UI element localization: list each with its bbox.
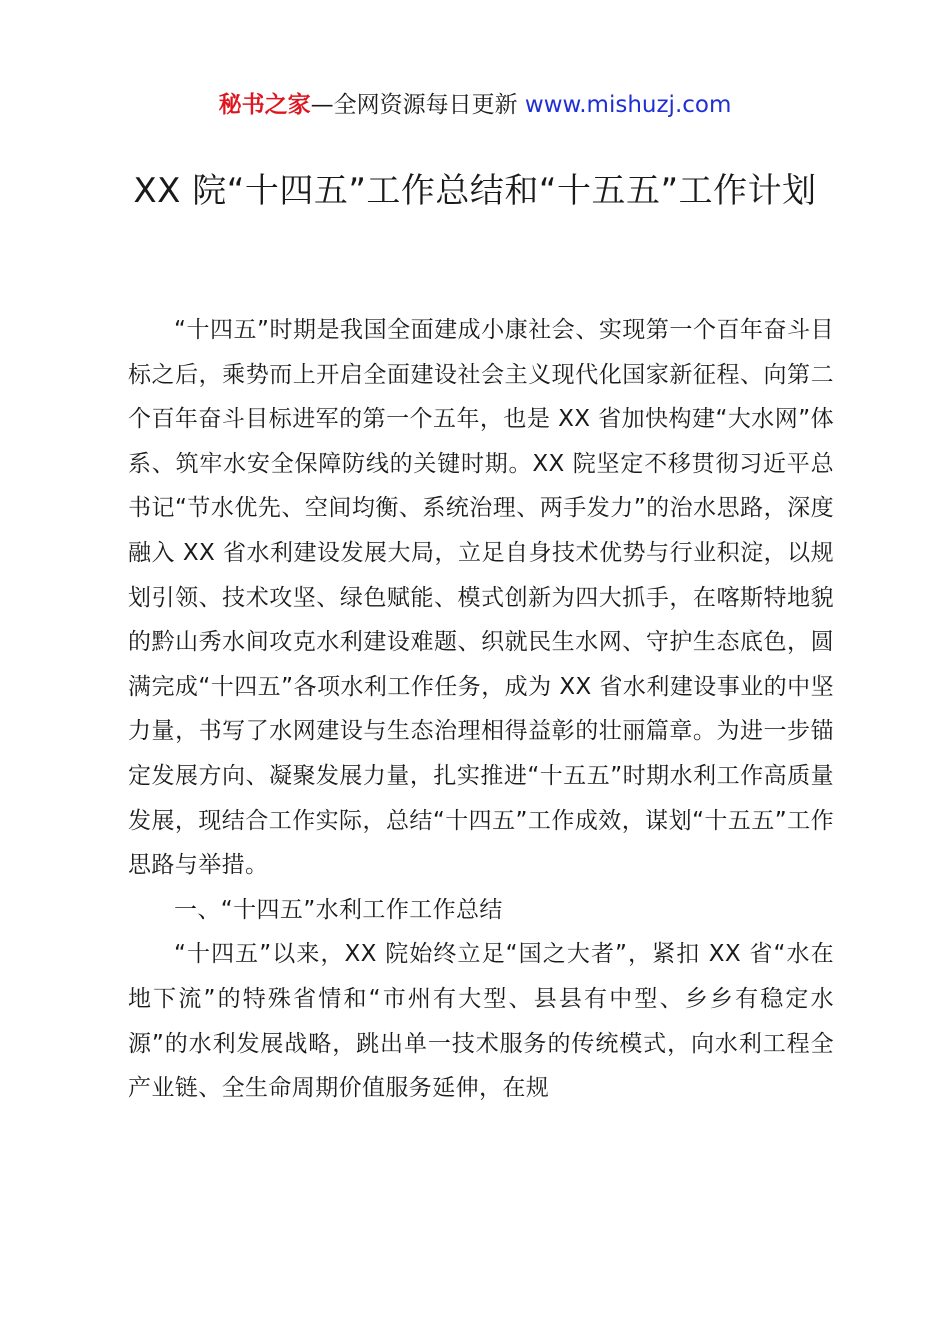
document-body <box>128 308 834 1111</box>
site-tagline: —全网资源每日更新 <box>310 92 525 118</box>
paragraph-intro: “十四五”时期是我国全面建成小康社会、实现第一个百年奋斗目标之后，乘势而上开启全面建设社会主义现代化国家新征程、向第二个百年奋斗目标进军的第一个五年，也是 XX 省加快构建“大水网”体系、筑牢水安全保障防线的关键时期。XX 院坚定不移贯彻习近平总书记“节水优先、空间均衡、系统治理、两手发力”的治水思路，深度融入 XX 省水利建设发展大局，立足自身技术优势与行业积淀，以规划引领、技术攻坚、绿色赋能、模式创新为四大抓手，在喀斯特地貌的黔山秀水间攻克水利建设难题、织就民生水网、守护生态底色，圆满完成“十四五”各项水利工作任务，成为 XX 省水利建设事业的中坚力量，书写了水网建设与生态治理相得益彰的壮丽篇章。为进一步锚定发展方向、凝聚发展力量，扎实推进“十五五”时期水利工作高质量发展，现结合工作实际，总结“十四五”工作成效，谋划“十五五”工作思路与举措。 <box>128 317 834 879</box>
site-brand: 秘书之家 <box>218 92 311 118</box>
document-title: XX 院“十四五”工作总结和“十五五”工作计划 <box>133 171 817 211</box>
section-heading: 一、“十四五”水利工作工作总结 <box>174 896 503 923</box>
paragraph-section-one: “十四五”以来，XX 院始终立足“国之大者”，紧扣 XX 省“水在地下流”的特殊省情和“市州有大型、县县有中型、乡乡有稳定水源”的水利发展战略，跳出单一技术服务的传统模式，向水利工程全产业链、全生命周期价值服务延伸，在规 <box>128 941 834 1102</box>
site-header <box>0 88 950 122</box>
site-url-link[interactable]: www.mishuzj.com <box>524 92 732 118</box>
